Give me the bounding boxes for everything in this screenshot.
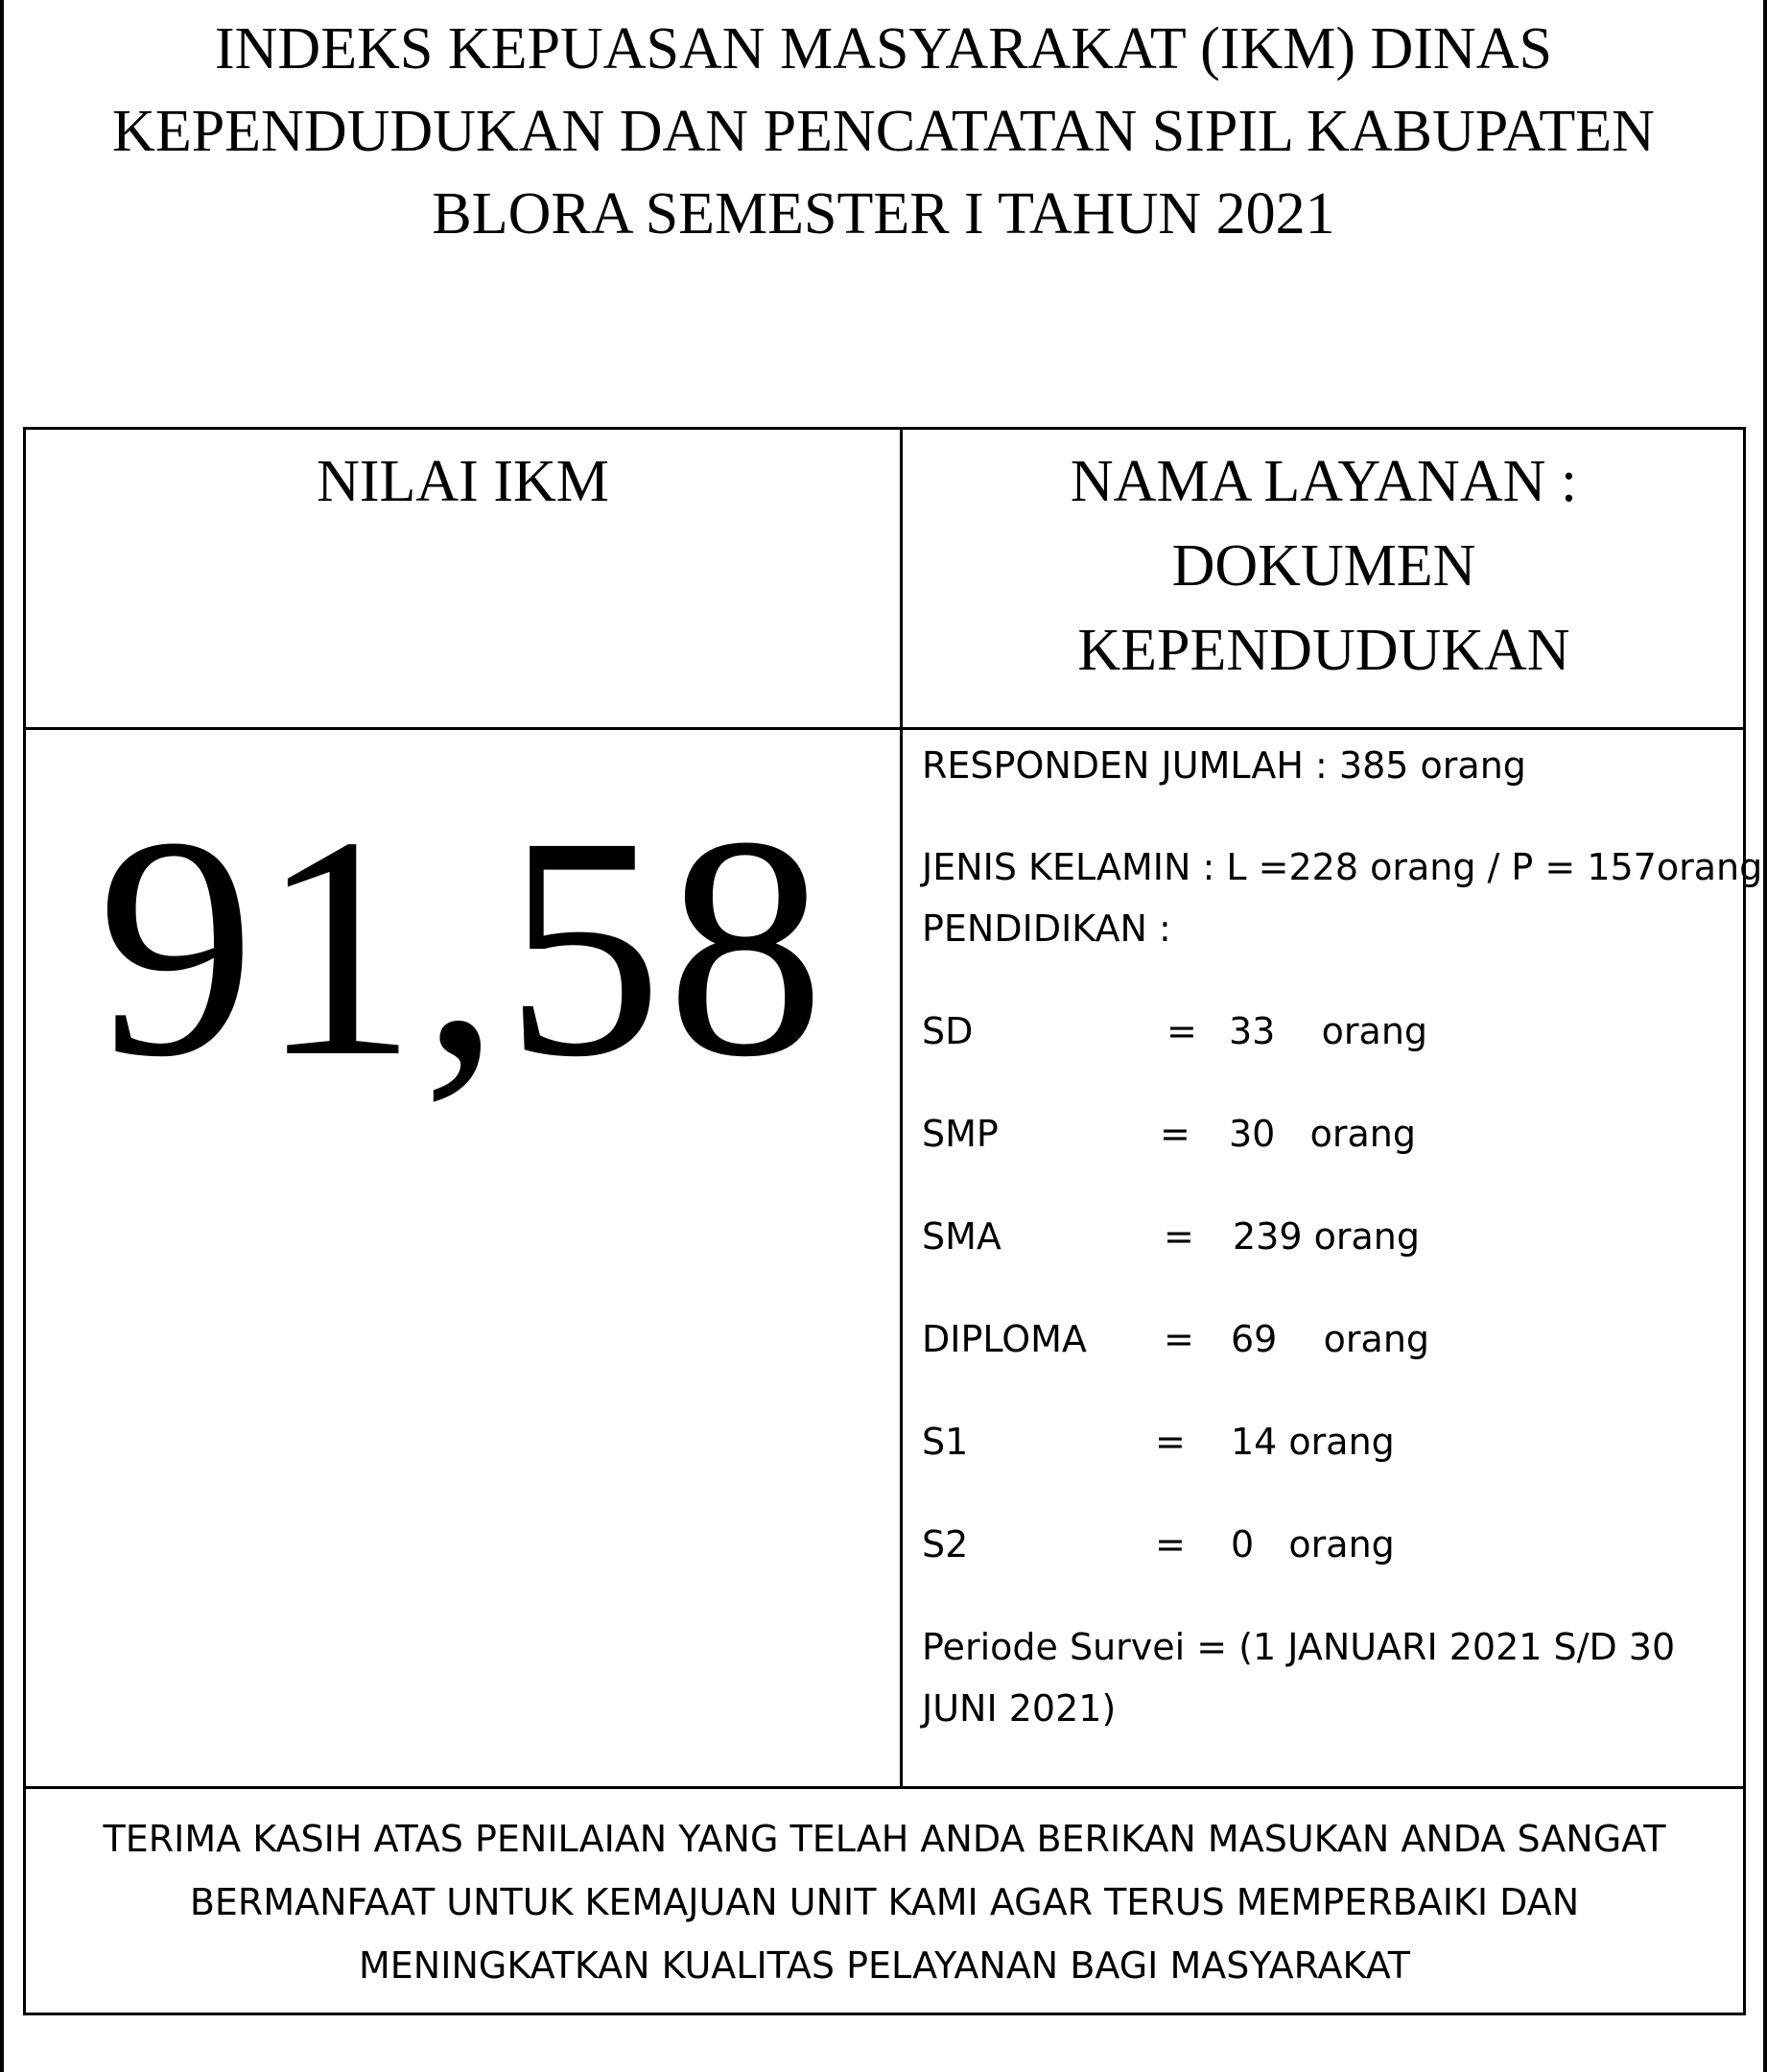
survey-period-line-1: Periode Survei = (1 JANUARI 2021 S/D 30 [922,1626,1676,1668]
equals-sign: = [1166,1010,1197,1052]
equals-sign: = [1155,1523,1186,1566]
education-count: 239 orang [1233,1215,1420,1258]
education-count: 33 orang [1229,1010,1428,1052]
education-level: SMA [922,1215,1001,1258]
education-row-sma [922,1206,1737,1267]
footer-line-1: TERIMA KASIH ATAS PENILAIAN YANG TELAH ANDA BERIKAN MASUKAN ANDA SANGAT [103,1818,1666,1860]
education-level: SMP [922,1113,999,1155]
education-level: DIPLOMA [922,1318,1087,1360]
education-row-s1 [922,1411,1737,1472]
equals-sign: = [1164,1318,1194,1360]
nilai-ikm-header: NILAI IKM [317,449,609,514]
equals-sign: = [1155,1421,1186,1463]
respondent-details [922,735,1763,1739]
ikm-table [23,427,1763,2015]
header-divider [26,727,1743,730]
footer-line-2: BERMANFAAT UNTUK KEMAJUAN UNIT KAMI AGAR TERUS MEMPERBAIKI DAN [189,1881,1580,1923]
footer-line-3: MENINGKATKAN KUALITAS PELAYANAN BAGI MASYARAKAT [359,1944,1410,1987]
respondent-count: RESPONDEN JUMLAH : 385 orang [922,744,1526,787]
education-count: 14 orang [1231,1421,1395,1463]
title-line-1: INDEKS KEPUASAN MASYARAKAT (IKM) DINAS [215,16,1552,82]
education-count: 0 orang [1231,1523,1395,1566]
service-header-line-2: DOKUMEN [1171,533,1476,599]
education-row-smp [922,1103,1737,1165]
equals-sign: = [1160,1113,1190,1155]
footer-divider [26,1786,1743,1789]
survey-period-line-2: JUNI 2021) [922,1687,1117,1730]
equals-sign: = [1164,1215,1194,1258]
education-count: 30 orang [1229,1113,1416,1155]
gender-breakdown: JENIS KELAMIN : L =228 orang / P = 157orang [922,846,1763,888]
education-label: PENDIDIKAN : [922,907,1171,950]
education-row-sd [922,1001,1737,1062]
service-header-line-1: NAMA LAYANAN : [1070,449,1578,514]
title-line-2: KEPENDUDUKAN DAN PENCATATAN SIPIL KABUPATEN [112,99,1655,164]
ikm-score: 91,58 [97,772,829,1122]
thank-you-message [26,1807,1743,1997]
title-line-3: BLORA SEMESTER I TAHUN 2021 [432,181,1335,247]
education-level: SD [922,1010,974,1052]
page-title [0,8,1767,255]
education-row-diploma [922,1308,1737,1370]
education-row-s2 [922,1514,1737,1575]
service-header-line-3: KEPENDUDUKAN [1077,618,1570,683]
education-level: S1 [922,1421,969,1463]
education-count: 69 orang [1231,1318,1430,1360]
service-name-header [903,439,1745,693]
education-level: S2 [922,1523,969,1566]
